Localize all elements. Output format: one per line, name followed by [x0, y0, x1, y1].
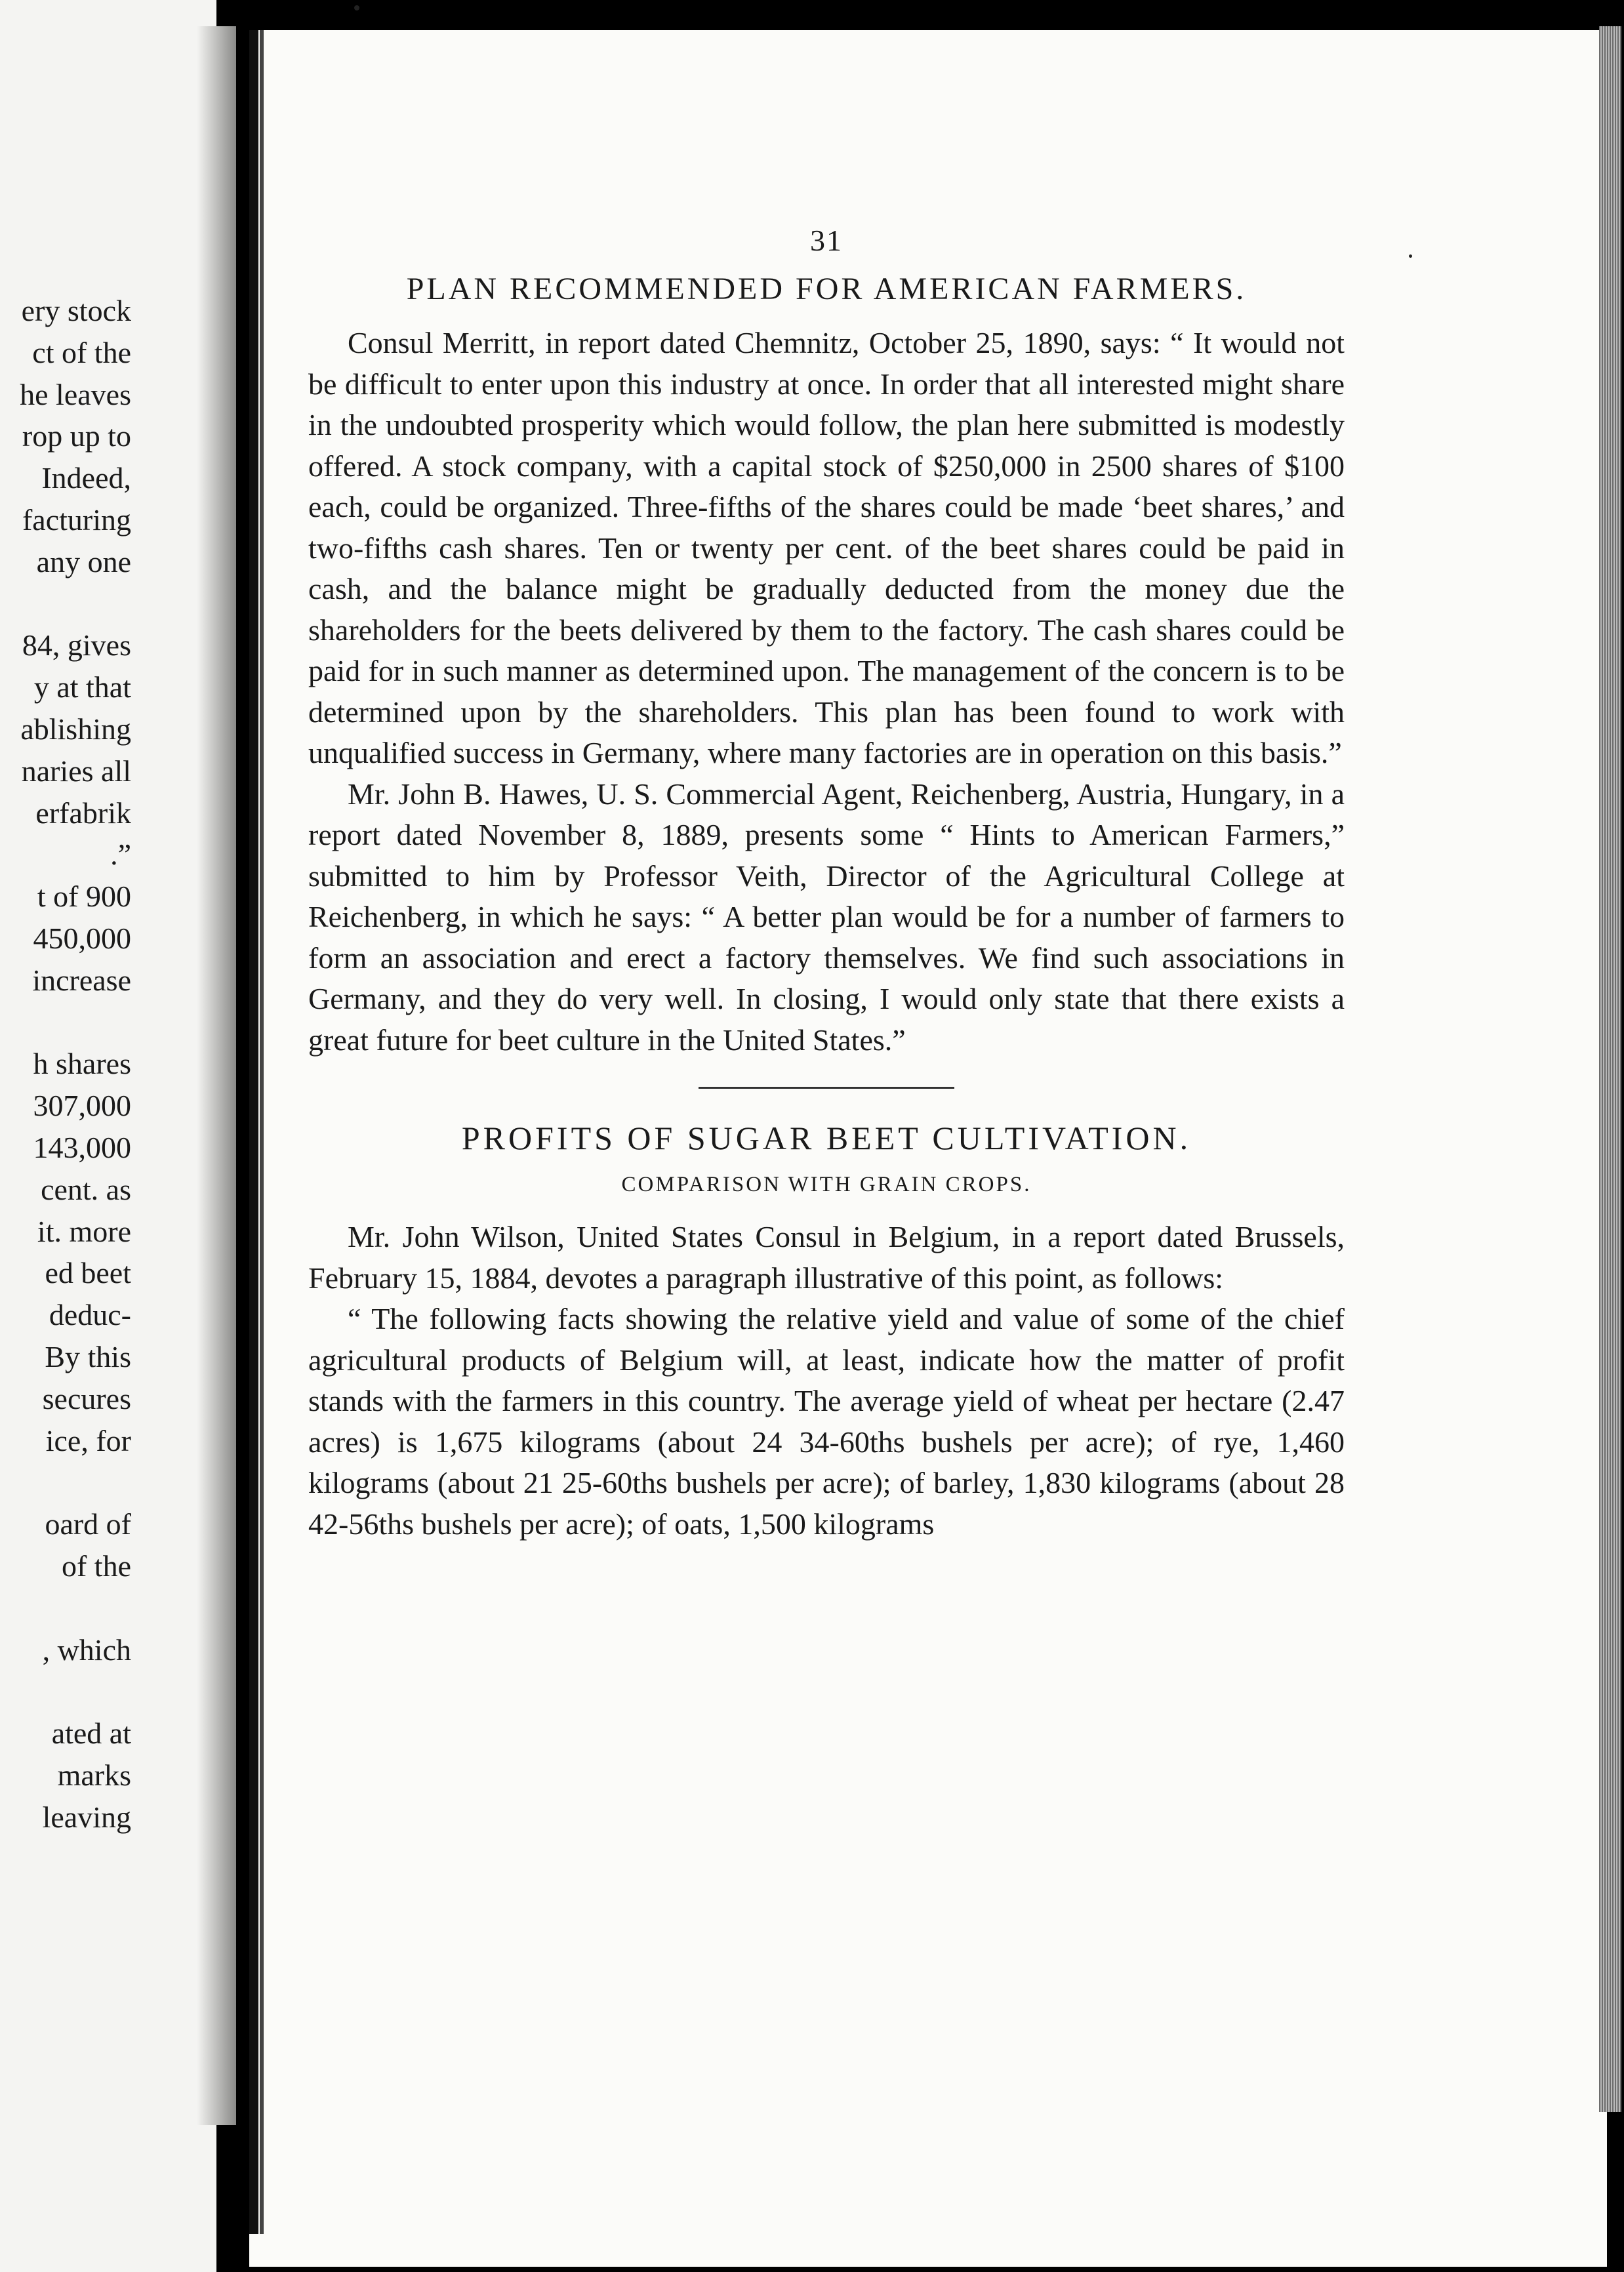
previous-page-line: Indeed,: [41, 461, 131, 495]
previous-page-line: [0, 583, 131, 625]
page-number: 31: [810, 224, 843, 257]
previous-page-line: [0, 1461, 131, 1503]
previous-page-line: ice, for: [45, 1423, 131, 1457]
paragraph-yields: “ The following facts showing the relative yield and value of some of the chief agricultural products of Belgium will, at least, indicate how the matter of profit stands with the farmers in this country. The average yield of wheat per hectare (2.47 acres) is 1,675 kilograms (about 24 34-60ths bushels per acre); of rye, 1,460 kilograms (about 21 25-60ths bushels per acre); of barley, 1,830 kilograms (about 28 42-56ths bushels per acre); of oats, 1,500 kilograms: [308, 1302, 1345, 1541]
previous-page-line: any one: [36, 544, 131, 578]
previous-page-line: , which: [42, 1633, 131, 1667]
binding-edge-inner: [260, 30, 264, 2234]
previous-page-line: [0, 1587, 131, 1629]
previous-page-line: naries all: [21, 754, 131, 788]
previous-page-line: ablishing: [20, 712, 131, 746]
previous-page-line: y at that: [33, 670, 131, 704]
previous-page-line: oard of: [45, 1507, 131, 1541]
previous-page-line: increase: [32, 963, 131, 997]
section-subheading: COMPARISON WITH GRAIN CROPS.: [621, 1173, 1032, 1196]
previous-page-line: [0, 1671, 131, 1713]
previous-page-line: h shares: [33, 1047, 131, 1081]
previous-page-line: t of 900: [37, 880, 131, 914]
paragraph-merritt: Consul Merritt, in report dated Chemnitz, October 25, 1890, says: “ It would not be difficult to enter upon this industry at once. In order that all interested might share in the undoubted prosperity which would follow, the plan here submitted is modestly offered. A stock company, with a capital stock of $250,000 in 2500 shares of $100 each, could be organized. Three-fifths of the shares could be made ‘beet shares,’ and two-fifths cash shares. Ten or twenty per cent. of the beet shares could be paid in cash, and the balance might be gradually deducted from the money due the shareholders for the beets delivered by them to the factory. The cash shares could be paid for in such manner as determined upon. The management of the concern is to be determined upon by the shareholders. This plan has been found to work with unqualified success in Germany, where many factories are in operation on this basis.”: [308, 326, 1345, 769]
previous-page-line: 307,000: [33, 1089, 131, 1123]
previous-page-line: leaving: [42, 1800, 131, 1834]
previous-page-line: ed beet: [45, 1256, 131, 1290]
previous-page-line: By this: [45, 1339, 131, 1373]
previous-page-line: ated at: [51, 1716, 131, 1751]
previous-page-line: erfabrik: [35, 796, 131, 830]
previous-page-line: 450,000: [33, 921, 131, 955]
previous-page-line: ct of the: [32, 335, 131, 369]
section-heading-plan: PLAN RECOMMENDED FOR AMERICAN FARMERS.: [406, 272, 1247, 306]
previous-page-line: ery stock: [21, 294, 131, 327]
previous-page-line: of the: [61, 1549, 131, 1583]
previous-page-line: he leaves: [20, 377, 131, 411]
scan-speck: [354, 5, 359, 10]
previous-page-line: 143,000: [33, 1130, 131, 1164]
binding-edge: [249, 30, 258, 2234]
previous-page-line: it. more: [37, 1214, 131, 1248]
section-heading-profits: PROFITS OF SUGAR BEET CULTIVATION.: [461, 1120, 1192, 1156]
previous-page-line: secures: [42, 1381, 131, 1415]
previous-page-line: [0, 1002, 131, 1044]
previous-page-line: cent. as: [41, 1172, 131, 1206]
paragraph-hawes: Mr. John B. Hawes, U. S. Commercial Agent, Reichenberg, Austria, Hungary, in a report dated November 8, 1889, presents some “ Hints to American Farmers,” submitted to him by Professor Veith, Director of the Agricultural College at Reichenberg, in which he says: “ A better plan would be for a number of farmers to form an association and erect a factory themselves. We find such associations in Germany, and they do very well. In closing, I would only state that there exists a great future for beet culture in the United States.”: [308, 777, 1345, 1057]
section-divider: [699, 1087, 954, 1089]
previous-page-line: rop up to: [22, 419, 131, 453]
previous-page-text: [0, 290, 131, 1838]
previous-page-line: marks: [57, 1758, 131, 1792]
previous-page: [0, 0, 216, 2272]
left-gutter-shadow: [197, 26, 236, 2125]
previous-page-line: .”: [110, 838, 131, 872]
previous-page-line: 84, gives: [22, 628, 131, 662]
page-stack-edge: [1599, 26, 1621, 2112]
paragraph-wilson: Mr. John Wilson, United States Consul in Belgium, in a report dated Brussels, February 15, 1884, devotes a paragraph illustrative of this point, as follows:: [308, 1220, 1345, 1295]
previous-page-line: facturing: [22, 502, 131, 537]
previous-page-line: deduc-: [49, 1298, 131, 1332]
page-content: [308, 223, 1345, 1545]
scan-speck: [1409, 254, 1412, 258]
